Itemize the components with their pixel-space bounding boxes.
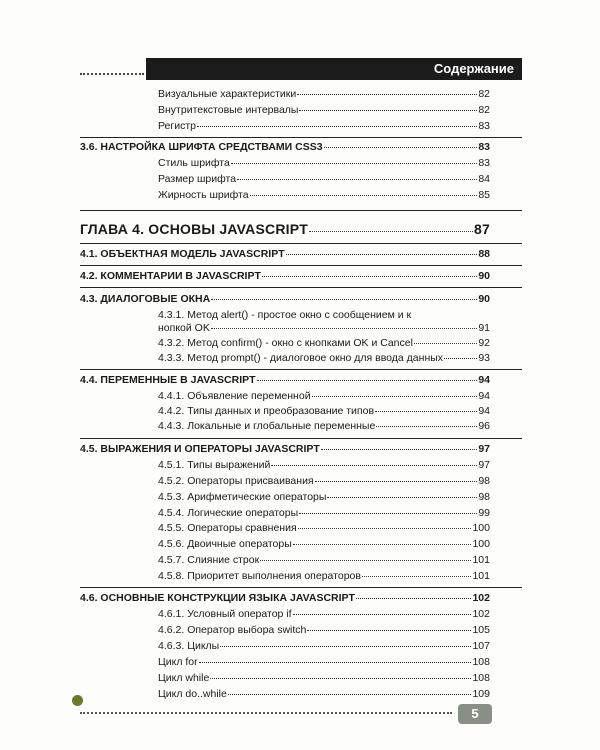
section-divider (80, 369, 522, 370)
toc-entry (158, 157, 490, 169)
toc-entry-label: 4.5.4. Логические операторы (158, 507, 299, 519)
header-title-bar (146, 58, 522, 80)
section-divider (80, 137, 522, 138)
toc-entry-label: 4.5.2. Операторы присваивания (158, 475, 314, 487)
toc-leader (299, 110, 477, 111)
toc-entry (158, 352, 490, 364)
toc-leader (197, 126, 477, 127)
toc-entry-label: Цикл for (158, 656, 198, 668)
toc-entry-label: 4.5.6. Двоичные операторы (158, 538, 292, 550)
toc-entry-page: 93 (478, 352, 490, 364)
toc-entry-label: 3.6. НАСТРОЙКА ШРИФТА СРЕДСТВАМИ CSS3 (80, 141, 323, 153)
toc-leader (375, 411, 477, 412)
toc-entry-page: 88 (478, 248, 490, 260)
toc-entry-label: 4.6.2. Оператор выбора switch (158, 624, 307, 636)
toc-entry-page: 101 (472, 570, 490, 582)
toc-entry-page: 83 (478, 141, 490, 153)
toc-entry-page: 98 (478, 491, 490, 503)
header-title: Содержание (433, 61, 514, 76)
toc-entry-page: 84 (478, 173, 490, 185)
toc-entry (158, 538, 490, 550)
toc-entry (158, 624, 490, 636)
toc-entry-page: 82 (478, 88, 490, 100)
toc-entry-label: 4.2. КОММЕНТАРИИ В JAVASCRIPT (80, 270, 261, 282)
toc-leader (260, 560, 471, 561)
header-dotted-rule (80, 73, 144, 75)
toc-entry-label: Размер шрифта (158, 173, 237, 185)
toc-entry (158, 491, 490, 503)
toc-entry-page: 101 (472, 554, 490, 566)
toc-entry-label: Жирность шрифта (158, 189, 249, 201)
toc-leader (210, 678, 471, 679)
toc-entry-label: 4.4. ПЕРЕМЕННЫЕ В JAVASCRIPT (80, 374, 256, 386)
toc-entry (158, 390, 490, 402)
toc-entry-page: 82 (478, 104, 490, 116)
toc-entry-label: ГЛАВА 4. ОСНОВЫ JAVASCRIPT (80, 221, 309, 237)
toc-entry-label: 4.6. ОСНОВНЫЕ КОНСТРУКЦИИ ЯЗЫКА JAVASCRIPT (80, 592, 355, 604)
toc-entry-page: 102 (472, 592, 490, 604)
toc-leader (271, 465, 477, 466)
toc-leader (309, 231, 473, 232)
toc-entry (158, 688, 490, 700)
toc-leader (312, 396, 478, 397)
toc-entry (158, 640, 490, 652)
toc-entry-page: 100 (472, 538, 490, 550)
toc-entry-label: 4.5. ВЫРАЖЕНИЯ И ОПЕРАТОРЫ JAVASCRIPT (80, 443, 320, 455)
toc-entry-label: 4.1. ОБЪЕКТНАЯ МОДЕЛЬ JAVASCRIPT (80, 248, 285, 260)
toc-leader (237, 179, 477, 180)
section-divider (80, 287, 522, 288)
toc-entry (158, 475, 490, 487)
toc-entry-page: 92 (478, 337, 490, 349)
toc-entry (158, 309, 490, 321)
toc-entry-page: 97 (478, 459, 490, 471)
page-number-badge (458, 704, 492, 724)
toc-entry-page: 105 (472, 624, 490, 636)
toc-leader (324, 147, 478, 148)
toc-entry-page: 107 (472, 640, 490, 652)
toc-entry-label: 4.6.1. Условный оператор if (158, 608, 292, 620)
toc-leader (299, 513, 477, 514)
toc-leader (444, 358, 477, 359)
toc-entry-page: 96 (478, 420, 490, 432)
toc-entry-page: 109 (472, 688, 490, 700)
toc-entry (158, 173, 490, 185)
toc-entry-label: 4.4.3. Локальные и глобальные переменные (158, 420, 376, 432)
toc-entry-page: 108 (472, 672, 490, 684)
toc-entry-label: 4.3. ДИАЛОГОВЫЕ ОКНА (80, 293, 211, 305)
section-divider (80, 438, 522, 439)
toc-section-entry (80, 293, 490, 305)
toc-entry-page: 83 (478, 157, 490, 169)
toc-entry (158, 507, 490, 519)
toc-leader (362, 576, 472, 577)
chapter-divider (80, 210, 522, 211)
toc-entry-label: Внутритекстовые интервалы (158, 104, 299, 116)
toc-entry-page: 97 (478, 443, 490, 455)
toc-leader (220, 646, 471, 647)
toc-leader (293, 614, 472, 615)
section-divider (80, 243, 522, 244)
toc-leader (199, 662, 472, 663)
toc-leader (286, 254, 478, 255)
toc-entry-page: 90 (478, 270, 490, 282)
toc-entry-page: 99 (478, 507, 490, 519)
toc-entry-page: 83 (478, 120, 490, 132)
toc-entry-page: 87 (474, 221, 490, 237)
toc-leader (327, 497, 477, 498)
toc-entry-page: 102 (472, 608, 490, 620)
toc-leader (414, 343, 477, 344)
toc-entry-page: 94 (478, 374, 490, 386)
toc-section-entry (80, 443, 490, 455)
toc-leader (293, 544, 472, 545)
toc-entry-page: 98 (478, 475, 490, 487)
toc-section-entry (80, 248, 490, 260)
toc-entry-page: 90 (478, 293, 490, 305)
toc-chapter-entry (80, 221, 490, 237)
toc-entry (158, 570, 490, 582)
toc-entry-label: 4.3.2. Метод confirm() - окно с кнопками OK и Cancel (158, 337, 413, 349)
toc-entry-page: 91 (478, 322, 490, 334)
toc-entry-page: 85 (478, 189, 490, 201)
toc-leader (257, 380, 478, 381)
toc-section-entry (80, 141, 490, 153)
toc-entry (158, 672, 490, 684)
page-number: 5 (471, 706, 479, 721)
toc-leader (321, 449, 477, 450)
toc-leader (297, 94, 477, 95)
toc-entry-label: Регистр (158, 120, 196, 132)
toc-entry-label: 4.5.3. Арифметические операторы (158, 491, 327, 503)
toc-entry (158, 322, 490, 334)
toc-leader (211, 328, 477, 329)
toc-entry-label: 4.3.1. Метод alert() - простое окно с сообщением и к (158, 309, 412, 321)
toc-entry-label: 4.5.7. Слияние строк (158, 554, 260, 566)
toc-section-entry (80, 270, 490, 282)
toc-entry-label: Стиль шрифта (158, 157, 230, 169)
section-divider (80, 587, 522, 588)
toc-section-entry (80, 374, 490, 386)
toc-entry (158, 420, 490, 432)
toc-leader (356, 598, 472, 599)
toc-leader (250, 195, 478, 196)
toc-leader (228, 694, 472, 695)
toc-entry-label: 4.6.3. Циклы (158, 640, 220, 652)
toc-entry-label: 4.3.3. Метод prompt() - диалоговое окно для ввода данных (158, 352, 444, 364)
running-header (80, 58, 522, 80)
toc-entry-label: Визуальные характеристики (158, 88, 297, 100)
toc-entry-page: 94 (478, 405, 490, 417)
toc-entry-label: 4.4.2. Типы данных и преобразование типов (158, 405, 375, 417)
toc-section-entry (80, 592, 490, 604)
toc-leader (298, 528, 472, 529)
toc-entry (158, 120, 490, 132)
toc-entry-label: Цикл do..while (158, 688, 227, 700)
toc-entry-page: 100 (472, 522, 490, 534)
section-divider (80, 265, 522, 266)
toc-entry-page: 94 (478, 390, 490, 402)
toc-entry (158, 554, 490, 566)
footer-bullet-icon (72, 695, 83, 706)
footer-dotted-rule (80, 712, 452, 714)
toc-entry (158, 104, 490, 116)
toc-entry (158, 459, 490, 471)
toc-entry-label: 4.4.1. Объявление переменной (158, 390, 311, 402)
toc-leader (315, 481, 478, 482)
toc-entry (158, 608, 490, 620)
toc-entry (158, 405, 490, 417)
toc-entry (158, 189, 490, 201)
toc-entry-label: 4.5.1. Типы выражений (158, 459, 271, 471)
toc-entry-label: Цикл while (158, 672, 210, 684)
toc-leader (231, 163, 477, 164)
toc-leader (211, 299, 477, 300)
toc-leader (307, 630, 471, 631)
toc-entry-label: 4.5.8. Приоритет выполнения операторов (158, 570, 361, 582)
toc-leader (262, 276, 477, 277)
toc-entry-label: 4.5.5. Операторы сравнения (158, 522, 297, 534)
toc-entry (158, 88, 490, 100)
toc-entry-label: нопкой OK (158, 322, 210, 334)
toc-entry-page: 108 (472, 656, 490, 668)
toc-entry (158, 337, 490, 349)
toc-leader (376, 426, 477, 427)
toc-entry (158, 522, 490, 534)
toc-entry (158, 656, 490, 668)
